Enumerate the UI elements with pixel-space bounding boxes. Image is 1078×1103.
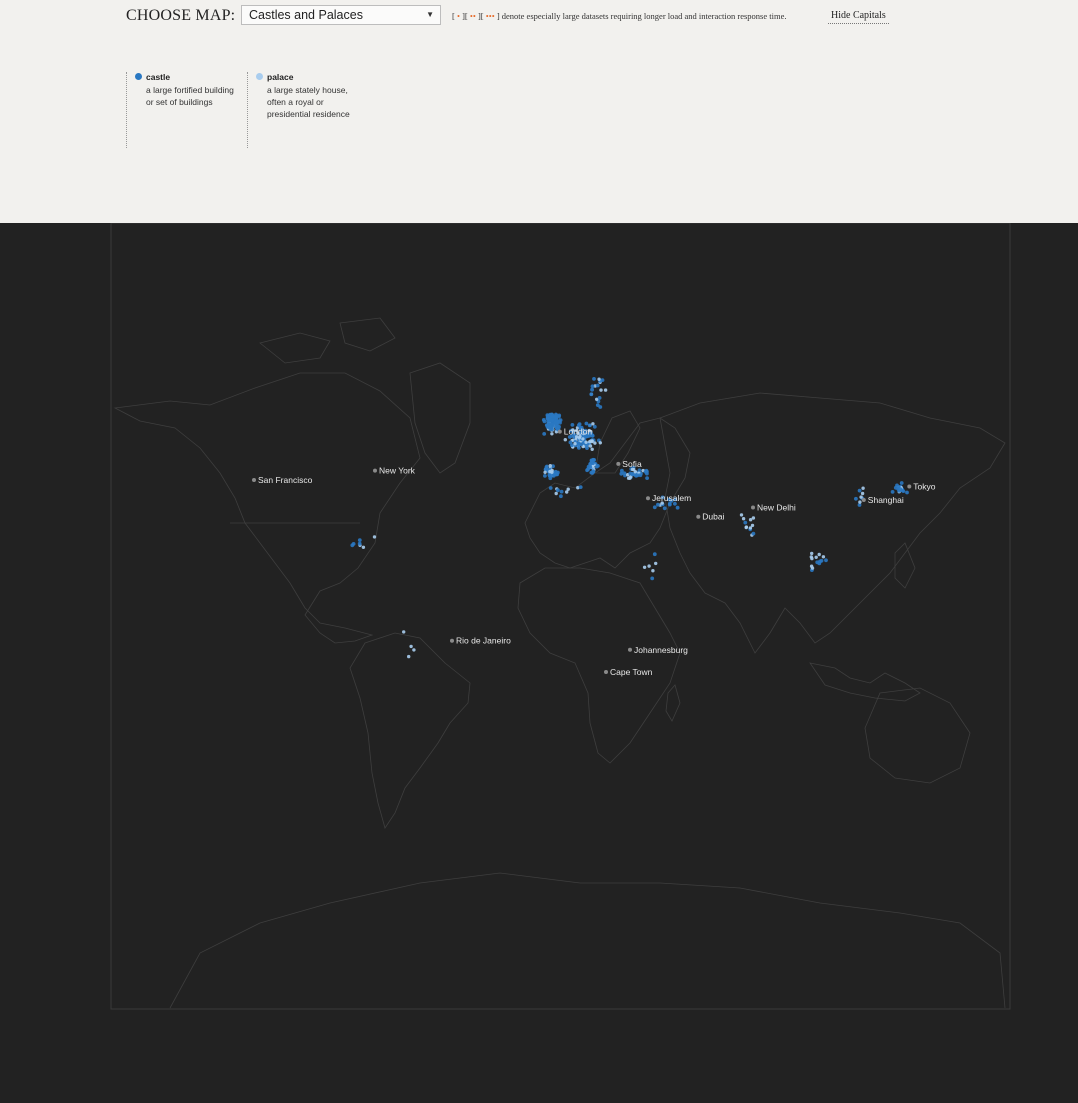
capital-label: San Francisco [258,475,313,485]
castle-point[interactable] [743,521,747,525]
palace-point[interactable] [745,525,748,528]
capital-label: New York [379,465,415,476]
castle-point[interactable] [569,441,573,445]
palace-point[interactable] [584,441,587,444]
palace-point[interactable] [810,552,813,555]
note-sep-1: ][ [459,11,470,21]
palace-point[interactable] [555,492,558,495]
castle-point[interactable] [596,403,600,407]
capital-marker-icon [907,485,911,489]
capital-label: Dubai [702,511,725,522]
capital-marker-icon [696,515,700,519]
castle-point[interactable] [585,422,589,426]
castle-point[interactable] [589,392,593,396]
palace-point[interactable] [550,471,553,474]
palace-point[interactable] [810,565,813,568]
palace-point[interactable] [597,378,600,381]
palace-point[interactable] [549,464,552,467]
castle-point[interactable] [543,474,547,478]
palace-point[interactable] [810,557,813,560]
capital-sofia[interactable] [616,459,642,469]
palace-point[interactable] [740,513,743,516]
palace-point[interactable] [858,500,861,503]
castle-point[interactable] [650,577,654,581]
palace-point[interactable] [647,564,650,567]
capital-london[interactable] [558,427,593,437]
australia-outline [865,688,970,783]
castle-point[interactable] [545,465,549,469]
capital-label: Jerusalem [652,493,692,504]
palace-point[interactable] [749,518,752,521]
castle-point[interactable] [824,558,828,562]
castle-point[interactable] [585,468,589,472]
palace-point[interactable] [581,437,584,440]
note-prefix: [ [452,11,457,21]
palace-point[interactable] [402,630,405,633]
castle-point[interactable] [854,497,858,501]
choose-map-label: CHOOSE MAP: [126,7,236,24]
capital-marker-icon [558,430,562,434]
capital-marker-icon [616,462,620,466]
castle-point[interactable] [542,432,546,436]
palace-point[interactable] [861,492,864,495]
castle-point[interactable] [350,543,354,547]
castle-point[interactable] [596,384,600,388]
capital-label: Sofia [622,458,642,469]
castle-point[interactable] [559,494,563,498]
castle-point[interactable] [636,473,640,477]
palace-point[interactable] [818,553,821,556]
chevron-down-icon: ▼ [426,10,434,19]
castle-point[interactable] [623,471,627,475]
palace-point[interactable] [590,440,593,443]
palace-point[interactable] [651,569,654,572]
castle-point[interactable] [752,532,756,536]
palace-point[interactable] [409,645,412,648]
castle-point[interactable] [358,542,362,546]
palace-point[interactable] [634,470,637,473]
africa-outline [518,568,680,763]
castle-point[interactable] [548,474,552,478]
palace-point[interactable] [564,438,567,441]
castle-point[interactable] [596,464,600,468]
maritime-asia-outline [810,663,920,701]
palace-point[interactable] [407,655,410,658]
legend-desc-line: often a royal or [267,97,324,107]
capital-marker-icon [751,506,755,510]
size-dot-1: • [456,11,460,21]
castle-dot-icon [135,73,142,80]
castle-point[interactable] [556,420,560,424]
capital-label: Johannesburg [634,644,688,655]
legend-name: palace [267,72,294,82]
castle-point[interactable] [549,428,553,432]
palace-point[interactable] [591,448,594,451]
capital-shanghai[interactable] [862,495,904,505]
palace-point[interactable] [599,441,602,444]
castle-point[interactable] [579,485,583,489]
capital-rio-de-janeiro[interactable] [450,636,511,646]
castle-point[interactable] [543,420,547,424]
legend-description [146,84,246,108]
capital-marker-icon [450,639,454,643]
palace-point[interactable] [589,444,592,447]
palace-point[interactable] [751,524,754,527]
capital-marker-icon [373,469,377,473]
castle-palace-points [350,377,909,658]
legend-desc-line: a large fortified building [146,85,234,95]
capital-cape-town[interactable] [604,667,653,677]
castle-point[interactable] [590,388,594,392]
dataset-size-note [452,11,787,21]
castle-point[interactable] [676,506,680,510]
palace-point[interactable] [815,556,818,559]
madagascar-outline [666,685,680,721]
world-map-svg[interactable] [0,223,1078,1103]
castle-point[interactable] [820,559,824,563]
castle-point[interactable] [598,396,602,400]
castle-point[interactable] [555,426,559,430]
palace-point[interactable] [604,388,607,391]
palace-point[interactable] [543,471,546,474]
palace-point[interactable] [861,487,864,490]
capital-tokyo[interactable] [907,482,935,492]
capital-label: Shanghai [867,495,904,505]
castle-point[interactable] [546,424,550,428]
castle-point[interactable] [891,490,895,494]
hide-capitals-button[interactable]: Hide Capitals [828,10,889,24]
capital-label: Rio de Janeiro [456,635,511,646]
castle-point[interactable] [656,503,660,507]
palace-point[interactable] [628,477,631,480]
castle-point[interactable] [550,415,554,419]
legend-name: castle [146,72,171,82]
castle-point[interactable] [905,491,909,495]
note-sep-2: ][ [475,11,486,21]
palace-dot-icon [256,73,263,80]
castle-point[interactable] [601,378,605,382]
capital-san-francisco[interactable] [252,475,313,485]
palace-point[interactable] [593,441,596,444]
legend-item-palace[interactable] [247,72,364,148]
capital-johannesburg[interactable] [628,645,688,655]
greenland-outline [410,363,470,473]
capital-label: New Delhi [757,502,796,513]
capital-marker-icon [252,478,256,482]
map-select-value: Castles and Palaces [249,8,363,22]
size-dot-2: •• [469,11,476,21]
castle-point[interactable] [900,481,904,485]
castle-point[interactable] [592,377,596,381]
capital-label: Cape Town [610,667,653,677]
palace-point[interactable] [567,488,570,491]
palace-point[interactable] [654,562,657,565]
castle-point[interactable] [549,486,553,490]
castle-point[interactable] [900,489,904,493]
legend-desc-line: or set of buildings [146,97,213,107]
castle-point[interactable] [653,505,657,509]
castle-point[interactable] [579,442,583,446]
palace-point[interactable] [550,432,553,435]
header-panel [0,0,1078,223]
note-suffix: ] denote especially large datasets requiring longer load and interaction response time. [494,11,787,21]
asia-outline [660,393,1005,653]
castle-point[interactable] [645,476,649,480]
palace-point[interactable] [578,436,581,439]
south-america-outline [350,633,470,828]
castle-point[interactable] [554,416,558,420]
palace-point[interactable] [859,495,862,498]
legend-item-castle[interactable] [126,72,243,148]
palace-point[interactable] [643,566,646,569]
castle-point[interactable] [358,538,362,542]
castle-point[interactable] [556,488,560,492]
palace-point[interactable] [822,555,825,558]
castle-point[interactable] [577,446,581,450]
castle-point[interactable] [556,471,560,475]
castle-point[interactable] [560,490,564,494]
antarctica-outline [170,873,1005,1008]
castle-point[interactable] [663,506,667,510]
capital-marker-icon [646,496,650,500]
legend-desc-line: a large stately house, [267,85,348,95]
north-america-outline [115,373,420,643]
castle-point[interactable] [593,425,597,429]
palace-point[interactable] [412,648,415,651]
capital-marker-icon [862,498,866,502]
map-frame [111,223,1010,1009]
castle-point[interactable] [645,470,649,474]
capital-marker-icon [628,648,632,652]
capital-label: Tokyo [913,481,936,492]
map-select-dropdown[interactable] [241,5,441,25]
capital-label: London [563,426,593,437]
palace-point[interactable] [362,546,365,549]
castle-point[interactable] [590,459,594,463]
capital-new-delhi[interactable] [751,503,796,513]
legend-desc-line: presidential residence [267,109,350,119]
capital-jerusalem[interactable] [646,493,691,503]
castle-point[interactable] [587,465,591,469]
castle-point[interactable] [653,552,657,556]
castle-point[interactable] [858,489,862,493]
size-dot-3: ••• [485,11,495,21]
world-map[interactable] [0,223,1078,1103]
capital-marker-icon [604,670,608,674]
japan-outline [895,543,915,588]
palace-point[interactable] [742,517,745,520]
capital-dubai[interactable] [696,512,724,522]
castle-point[interactable] [591,470,595,474]
palace-point[interactable] [573,442,576,445]
castle-point[interactable] [548,418,552,422]
capital-new-york[interactable] [373,466,416,476]
legend-description [267,84,367,120]
arctic-islands [260,318,395,363]
palace-point[interactable] [373,535,376,538]
palace-point[interactable] [599,388,602,391]
castle-point[interactable] [591,384,595,388]
